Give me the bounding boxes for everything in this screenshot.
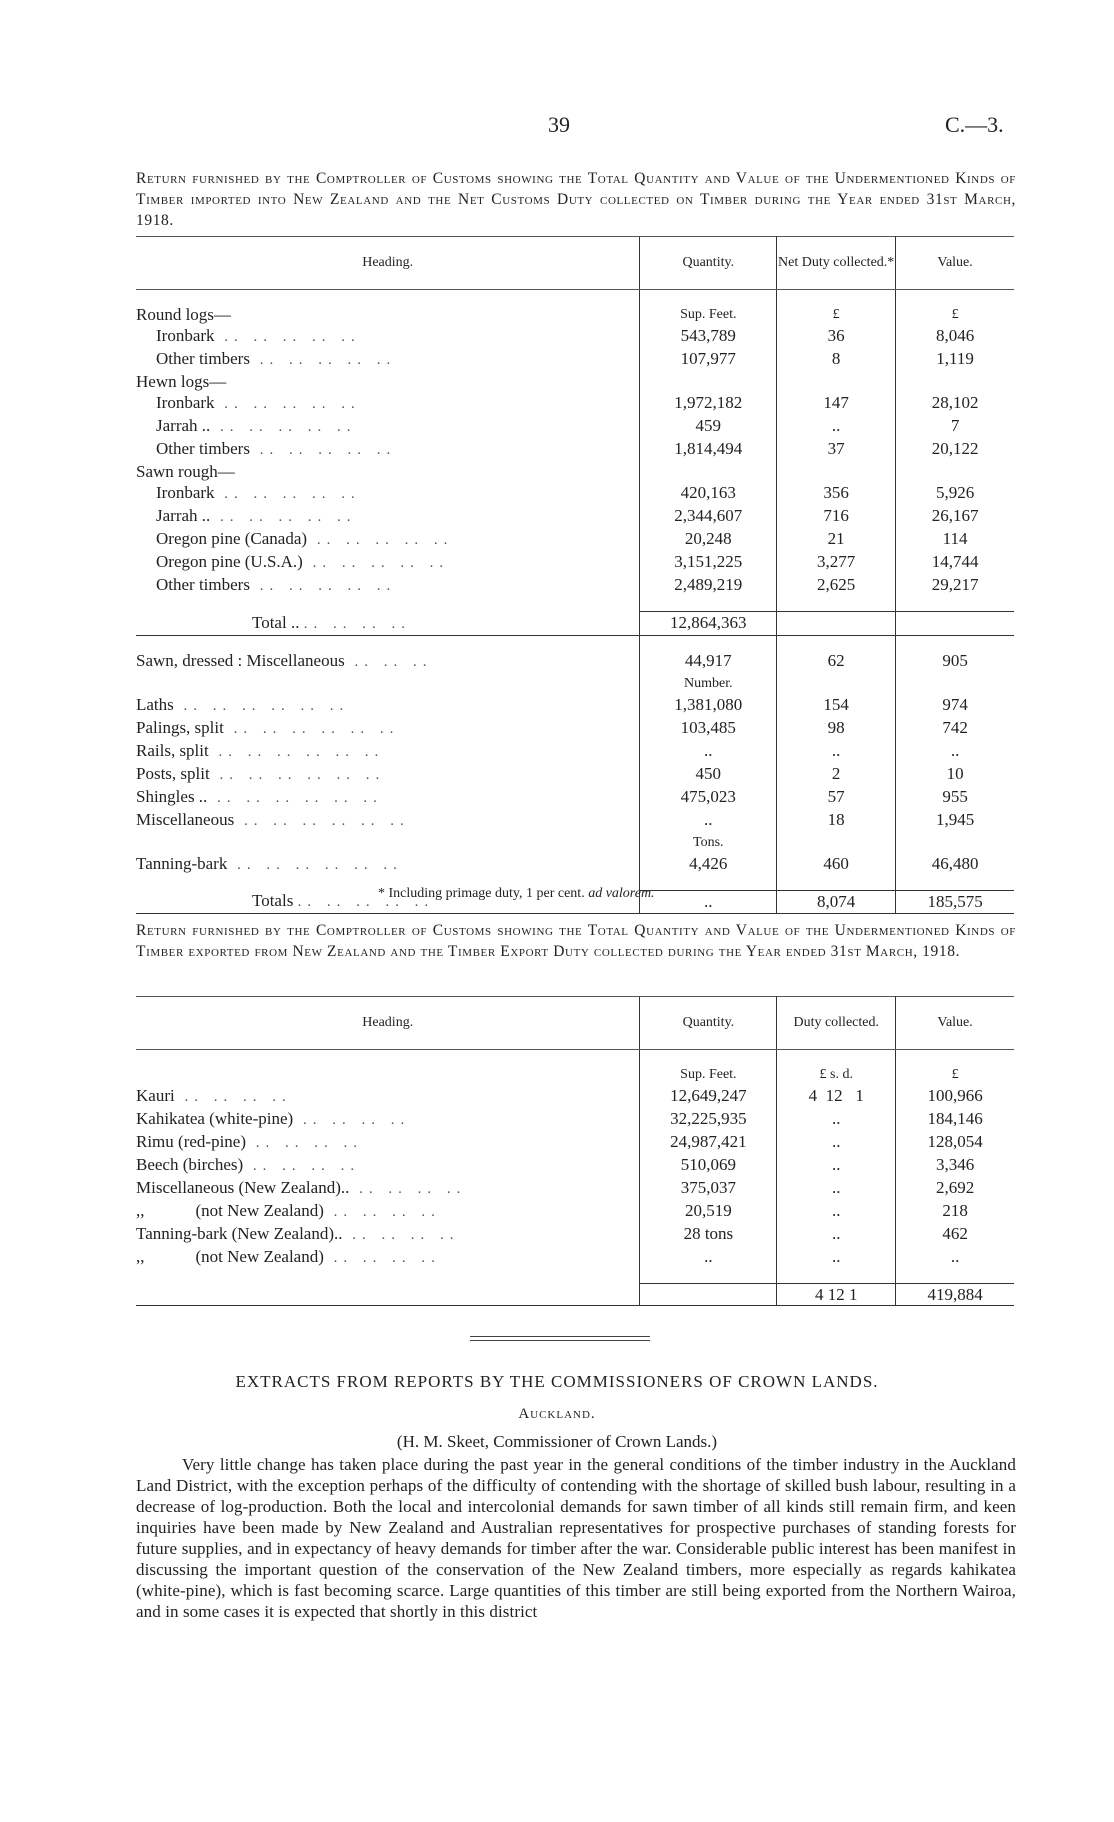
row-duty: 460 (777, 853, 896, 876)
row-label: Ironbark (156, 393, 215, 412)
row-label: ,, (not New Zealand) (136, 1201, 324, 1220)
row-quantity: .. (640, 740, 777, 763)
row-label: Miscellaneous (136, 809, 235, 829)
row-duty (777, 461, 896, 482)
row-duty: .. (777, 1200, 896, 1223)
col-heading: Heading. (136, 237, 640, 290)
table-row (136, 505, 1014, 528)
row-duty: .. (777, 1177, 896, 1200)
row-value: 8,046 (935, 326, 975, 345)
row-label: Other timbers (156, 349, 250, 368)
row-label-cell: Kahikatea (white-pine) .. .. .. .. (136, 1109, 411, 1128)
exports-totals-row (136, 1284, 1014, 1306)
imports-table (136, 236, 1014, 914)
row-value: 7 (950, 416, 960, 435)
row-duty: 154 (777, 694, 896, 717)
table-row (136, 348, 1014, 371)
row-label-cell: Sawn, dressed : Miscellaneous .. .. .. (136, 650, 433, 670)
row-duty: 36 (777, 325, 896, 348)
row-quantity: 44,917 (640, 650, 777, 673)
unit-quantity: Sup. Feet. (640, 1064, 777, 1085)
unit-spacer (777, 673, 896, 694)
row-quantity (640, 461, 777, 482)
row-label-cell: Beech (birches) .. .. .. .. (136, 1155, 361, 1174)
row-label-cell: Posts, split .. .. .. .. .. .. (136, 763, 386, 783)
row-label: Kahikatea (white-pine) (136, 1109, 294, 1128)
imports-header-row (136, 237, 1014, 290)
unit-duty: £ s. d. (777, 1064, 896, 1085)
table-row (136, 1200, 1014, 1223)
imports-title: Return furnished by the Comptroller of Customs showing the Total Quantity and Value of the Undermentioned Kinds of Timber imported into New Zealand and the Net Customs Duty collected on Timber during the Year ended 31st March, 1918. (136, 170, 1016, 229)
row-value: 114 (942, 529, 968, 548)
imports-body-2 (136, 650, 1014, 876)
row-label: Ironbark (156, 326, 215, 345)
table-row (136, 717, 1014, 740)
col-quantity: Quantity. (640, 237, 777, 290)
row-value: 3,346 (935, 1155, 975, 1174)
unit-spacer (777, 832, 896, 853)
row-quantity: 1,381,080 (640, 694, 777, 717)
row-label: Rimu (red-pine) (136, 1132, 246, 1151)
row-label-cell: Jarrah .. .. .. .. .. .. (136, 505, 640, 528)
exports-totals-duty: 4 12 1 (777, 1284, 896, 1306)
row-value: 28,102 (931, 393, 979, 412)
row-quantity: 459 (640, 415, 777, 438)
row-label: Tanning-bark (New Zealand).. (136, 1224, 343, 1243)
row-label-cell: Oregon pine (U.S.A.) .. .. .. .. .. (136, 551, 640, 574)
row-quantity: 2,344,607 (640, 505, 777, 528)
row-label-cell: Tanning-bark .. .. .. .. .. .. (136, 853, 403, 873)
table-row (136, 1131, 1014, 1154)
total-duty (777, 612, 896, 636)
table-row (136, 371, 1014, 392)
unit-spacer (136, 673, 640, 694)
row-value: 955 (942, 786, 968, 806)
total-quantity: 12,864,363 (640, 612, 777, 636)
table-row (136, 809, 1014, 832)
table-row (136, 786, 1014, 809)
extracts-region: Auckland. (518, 1406, 596, 1422)
table-row (136, 415, 1014, 438)
table-row (136, 392, 1014, 415)
footnote-text: * Including primage duty, 1 per cent. (378, 886, 585, 901)
row-label-cell: Kauri .. .. .. .. (136, 1086, 292, 1105)
row-duty: .. (777, 1246, 896, 1269)
row-duty: .. (777, 1223, 896, 1246)
total-value (896, 612, 1014, 636)
col-duty: Net Duty collected.* (777, 237, 896, 290)
total-label: Total .. (252, 612, 300, 632)
row-label: ,, (not New Zealand) (136, 1247, 324, 1266)
table-row (136, 325, 1014, 348)
table-row (136, 1108, 1014, 1131)
document-reference: C.—3. (945, 112, 1004, 137)
row-label-cell (136, 304, 640, 325)
row-label-cell: Ironbark .. .. .. .. .. (136, 392, 640, 415)
unit-spacer (136, 832, 640, 853)
row-label: Jarrah .. (156, 506, 211, 525)
row-duty: .. (777, 1154, 896, 1177)
row-label-cell (136, 371, 640, 392)
row-label: Round logs— (136, 305, 231, 324)
exports-body (136, 1085, 1014, 1269)
footnote-italic: ad valorem. (588, 886, 655, 901)
row-duty: .. (777, 415, 896, 438)
row-quantity: 1,814,494 (640, 438, 777, 461)
row-quantity: Sup. Feet. (640, 304, 777, 325)
row-value: £ (951, 307, 959, 322)
row-quantity: 20,519 (640, 1200, 777, 1223)
extracts-body: Very little change has taken place during the past year in the general conditions of the timber industry in the Auckland Land District, with the exception perhaps of the difficulty of contending with the shortage of skilled bush labour, resulting in a decrease of log-production. Both the local and intercolonial demands for sawn timber of all kinds still remain firm, and keen inquiries have been made by New Zealand and Australian representatives for prospective purchases of standing forests for future supplies, and in expectancy of heavy demands for timber after the war. Considerable public interest has been manifest in discussing the important question of the conservation of the New Zealand timbers, more especially as regards kahikatea (white-pine), which is fast becoming scarce. Large quantities of this timber are still being exported from the Northern Wairoa, and in some cases it is expected that shortly in this district (136, 1455, 1016, 1621)
table-row (136, 1154, 1014, 1177)
exports-totals-value: 419,884 (896, 1284, 1014, 1306)
row-quantity: 3,151,225 (640, 551, 777, 574)
table-row (136, 1177, 1014, 1200)
row-label-cell: Ironbark .. .. .. .. .. (136, 325, 640, 348)
table-row (136, 740, 1014, 763)
row-label: Oregon pine (Canada) (156, 529, 308, 548)
row-label: Ironbark (156, 483, 215, 502)
row-label-cell: ,, (not New Zealand) .. .. .. .. (136, 1201, 441, 1220)
row-label-cell: Shingles .. .. .. .. .. .. .. (136, 786, 383, 806)
table-row (136, 650, 1014, 673)
row-label: Jarrah .. (156, 416, 211, 435)
unit-label: Number. (640, 673, 777, 694)
row-value: 462 (942, 1224, 968, 1243)
imports-totals-row: Totals .. .. .. .. .. .. 8,074 185,575 (136, 890, 1014, 914)
row-label-cell: Miscellaneous (New Zealand).. .. .. .. .. (136, 1178, 467, 1197)
imports-footnote (378, 886, 655, 902)
row-value: 46,480 (931, 853, 979, 873)
row-label: Rails, split (136, 740, 209, 760)
imports-body (136, 304, 1014, 597)
section-divider (470, 1340, 650, 1341)
row-duty: 716 (777, 505, 896, 528)
row-value: .. (950, 1247, 960, 1266)
row-value: 128,054 (927, 1132, 983, 1151)
table-row (136, 438, 1014, 461)
row-label-cell: Laths .. .. .. .. .. .. (136, 694, 350, 714)
row-quantity: 12,649,247 (640, 1085, 777, 1108)
extracts-title: EXTRACTS FROM REPORTS BY THE COMMISSIONERS OF CROWN LANDS. (235, 1372, 879, 1391)
row-value (896, 371, 1014, 392)
row-label-cell: Tanning-bark (New Zealand).. .. .. .. .. (136, 1224, 460, 1243)
row-label: Beech (birches) (136, 1155, 244, 1174)
exports-units-row (136, 1064, 1014, 1085)
row-duty: 37 (777, 438, 896, 461)
row-quantity: 32,225,935 (640, 1108, 777, 1131)
table-row (136, 694, 1014, 717)
table-row (136, 574, 1014, 597)
row-value: 29,217 (931, 575, 979, 594)
totals-quantity: .. (640, 890, 777, 914)
row-quantity: 420,163 (640, 482, 777, 505)
row-label: Hewn logs— (136, 372, 227, 391)
row-label: Sawn, dressed : Miscellaneous (136, 650, 345, 670)
row-duty: 4 12 1 (777, 1085, 896, 1108)
row-value: 1,119 (936, 349, 974, 368)
unit-row (136, 673, 1014, 694)
unit-value: £ (951, 1067, 959, 1082)
row-duty: .. (777, 1131, 896, 1154)
row-duty: 8 (777, 348, 896, 371)
exports-totals-quantity (640, 1284, 777, 1306)
page-number: 39 (548, 112, 570, 137)
col-value: Value. (896, 237, 1014, 290)
exports-table (136, 996, 1014, 1306)
row-duty: 3,277 (777, 551, 896, 574)
row-label-cell: Jarrah .. .. .. .. .. .. (136, 415, 640, 438)
table-row (136, 528, 1014, 551)
row-value: 905 (942, 650, 968, 670)
row-quantity: 1,972,182 (640, 392, 777, 415)
row-quantity: 543,789 (640, 325, 777, 348)
row-label-cell: Other timbers .. .. .. .. .. (136, 348, 640, 371)
table-row (136, 1085, 1014, 1108)
row-value: 974 (942, 694, 968, 714)
row-value: 100,966 (927, 1086, 983, 1105)
row-value: .. (950, 740, 960, 760)
table-row (136, 1223, 1014, 1246)
row-quantity: 375,037 (640, 1177, 777, 1200)
row-label: Miscellaneous (New Zealand).. (136, 1178, 350, 1197)
col-quantity: Quantity. (640, 997, 777, 1050)
extracts-byline: (H. M. Skeet, Commissioner of Crown Lands.) (396, 1432, 718, 1451)
row-duty: 2 (777, 763, 896, 786)
row-value: 14,744 (931, 552, 979, 571)
row-label: Posts, split (136, 763, 210, 783)
row-quantity: 28 tons (640, 1223, 777, 1246)
row-duty: 2,625 (777, 574, 896, 597)
totals-value: 185,575 (896, 890, 1014, 914)
exports-header-row (136, 997, 1014, 1050)
row-duty: 18 (777, 809, 896, 832)
imports-total-row: Total .. .. .. .. .. 12,864,363 (136, 612, 1014, 636)
row-quantity: 103,485 (640, 717, 777, 740)
col-heading: Heading. (136, 997, 640, 1050)
table-row (136, 304, 1014, 325)
row-duty: .. (777, 740, 896, 763)
row-label-cell: Ironbark .. .. .. .. .. (136, 482, 640, 505)
row-label-cell: Rails, split .. .. .. .. .. .. (136, 740, 385, 760)
row-label-cell: Rimu (red-pine) .. .. .. .. (136, 1132, 363, 1151)
row-duty (777, 371, 896, 392)
unit-label: Tons. (640, 832, 777, 853)
row-label: Palings, split (136, 717, 224, 737)
row-duty: £ (777, 304, 896, 325)
row-label-cell: Miscellaneous .. .. .. .. .. .. (136, 809, 410, 829)
exports-title: Return furnished by the Comptroller of Customs showing the Total Quantity and Value of the Undermentioned Kinds of Timber exported from New Zealand and the Timber Export Duty collected during the Year ended 31st March, 1918. (136, 922, 1016, 960)
unit-spacer (896, 832, 1014, 853)
totals-duty: 8,074 (777, 890, 896, 914)
row-quantity: 20,248 (640, 528, 777, 551)
row-label: Other timbers (156, 439, 250, 458)
table-row (136, 763, 1014, 786)
row-label: Tanning-bark (136, 853, 228, 873)
row-label-cell: Palings, split .. .. .. .. .. .. (136, 717, 400, 737)
row-quantity (640, 371, 777, 392)
col-duty: Duty collected. (777, 997, 896, 1050)
unit-row (136, 832, 1014, 853)
table-row (136, 482, 1014, 505)
table-row (136, 461, 1014, 482)
row-value: 5,926 (935, 483, 975, 502)
row-label-cell: Oregon pine (Canada) .. .. .. .. .. (136, 528, 640, 551)
table-row (136, 853, 1014, 876)
row-value: 2,692 (935, 1178, 975, 1197)
row-quantity: 475,023 (640, 786, 777, 809)
totals-label: Totals (252, 891, 294, 910)
row-duty: 147 (777, 392, 896, 415)
row-quantity: 2,489,219 (640, 574, 777, 597)
row-duty: 98 (777, 717, 896, 740)
row-quantity: 24,987,421 (640, 1131, 777, 1154)
row-value: 184,146 (927, 1109, 983, 1128)
row-value: 742 (942, 717, 968, 737)
section-divider (470, 1336, 650, 1337)
row-label: Laths (136, 694, 174, 714)
row-quantity: .. (640, 1246, 777, 1269)
row-value: 1,945 (935, 809, 975, 829)
row-label: Kauri (136, 1086, 175, 1105)
row-value: 20,122 (931, 439, 979, 458)
row-quantity: 510,069 (640, 1154, 777, 1177)
row-value: 218 (942, 1201, 968, 1220)
row-quantity: 107,977 (640, 348, 777, 371)
col-value: Value. (896, 997, 1014, 1050)
row-quantity: 4,426 (640, 853, 777, 876)
row-duty: .. (777, 1108, 896, 1131)
table-row (136, 1246, 1014, 1269)
row-label: Other timbers (156, 575, 250, 594)
row-duty: 21 (777, 528, 896, 551)
row-label-cell: Other timbers .. .. .. .. .. (136, 438, 640, 461)
row-quantity: .. (640, 809, 777, 832)
table-row (136, 551, 1014, 574)
row-quantity: 450 (640, 763, 777, 786)
row-duty: 57 (777, 786, 896, 809)
row-label: Shingles .. (136, 786, 208, 806)
row-label: Sawn rough— (136, 462, 235, 481)
row-label: Oregon pine (U.S.A.) (156, 552, 303, 571)
unit-spacer (896, 673, 1014, 694)
row-label-cell (136, 461, 640, 482)
row-duty: 62 (777, 650, 896, 673)
row-value (896, 461, 1014, 482)
row-value: 10 (946, 763, 964, 783)
row-label-cell: ,, (not New Zealand) .. .. .. .. (136, 1247, 441, 1266)
row-value: 26,167 (931, 506, 979, 525)
row-duty: 356 (777, 482, 896, 505)
row-label-cell: Other timbers .. .. .. .. .. (136, 574, 640, 597)
